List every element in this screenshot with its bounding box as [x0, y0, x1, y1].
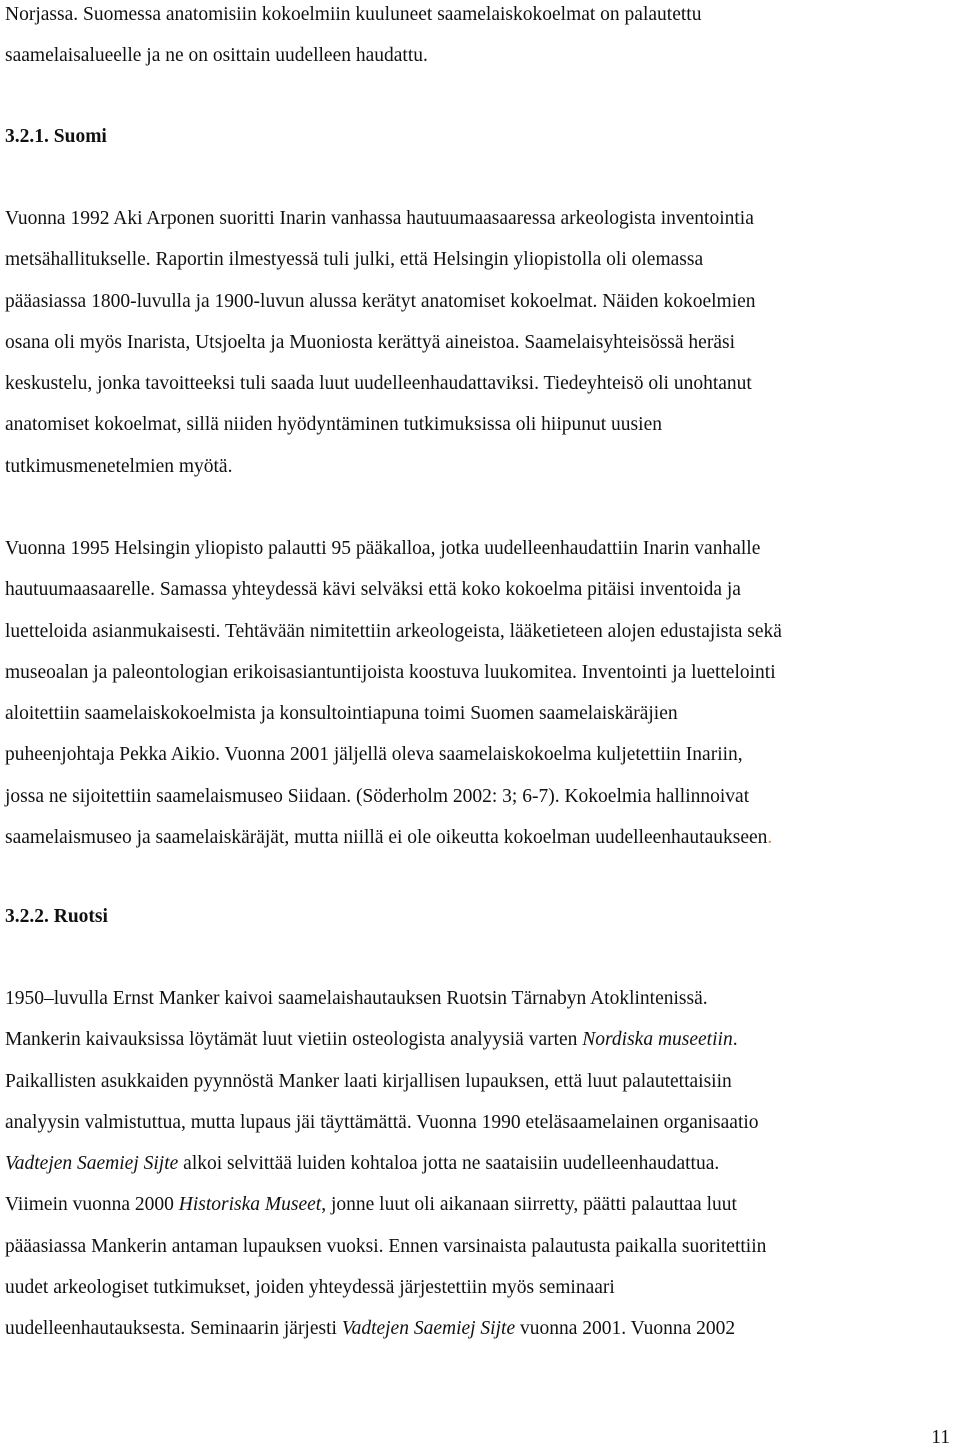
section-heading-suomi: [5, 124, 953, 165]
text-line: museoalan ja paleontologian erikoisasiantuntijoista koostuva luukomitea. Inventointi ja luettelointi: [5, 661, 776, 683]
paragraph-suomi-2: [5, 536, 953, 866]
text-line: Paikallisten asukkaiden pyynnöstä Manker laati kirjallisen lupauksen, että luut palautettaisiin: [5, 1070, 732, 1092]
intro-paragraph: [5, 2, 953, 85]
text-line: luetteloida asianmukaisesti. Tehtävään nimitettiin arkeologeista, lääketieteen alojen edustajista sekä: [5, 620, 782, 642]
text-line: [5, 1027, 953, 1068]
text-line: osana oli myös Inarista, Utsjoelta ja Muoniosta kerättyä aineistoa. Saamelaisyhteisössä heräsi: [5, 331, 735, 353]
text-line: uudet arkeologiset tutkimukset, joiden yhteydessä järjestettiin myös seminaari: [5, 1277, 615, 1299]
italic-title: Vadtejen Saemiej Sijte: [341, 1318, 516, 1340]
text-segment: uudelleenhautauksesta. Seminaarin järjesti: [5, 1318, 342, 1340]
text-segment: Mankerin kaivauksissa löytämät luut vietiin osteologista analyysiä varten: [5, 1029, 583, 1051]
text-segment: saamelaismuseo ja saamelaiskäräjät, mutta niillä ei ole oikeutta kokoelman uudelleenhautaukseen: [5, 827, 768, 849]
text-line: jossa ne sijoitettiin saamelaismuseo Siidaan. (Söderholm 2002: 3; 6-7). Kokoelmia hallinnoivat: [5, 785, 750, 807]
text-line: pääasiassa Mankerin antaman lupauksen vuoksi. Ennen varsinaista palautusta paikalla suoritettiin: [5, 1235, 767, 1257]
text-line: saamelaisalueelle ja ne on osittain uudelleen haudattu.: [5, 45, 428, 67]
text-line: tutkimusmenetelmien myötä.: [5, 455, 233, 477]
heading-text: 3.2.2. Ruotsi: [5, 906, 108, 927]
text-line: pääasiassa 1800-luvulla ja 1900-luvun alussa kerätyt anatomiset kokoelmat. Näiden kokoelmien: [5, 290, 756, 312]
text-line: analyysin valmistuttua, mutta lupaus jäi täyttämättä. Vuonna 1990 eteläsaamelainen organisaatio: [5, 1111, 759, 1133]
text-line: metsähallitukselle. Raportin ilmestyessä tuli julki, että Helsingin yliopistolla oli olemassa: [5, 249, 704, 271]
paragraph-suomi-1: [5, 206, 953, 495]
text-line: 1950–luvulla Ernst Manker kaivoi saamelaishautauksen Ruotsin Tärnabyn Atoklintenissä.: [5, 988, 708, 1009]
heading-text: 3.2.1. Suomi: [5, 126, 107, 147]
text-segment: , jonne luut oli aikanaan siirretty, päätti palauttaa luut: [321, 1194, 737, 1216]
text-line: [5, 1151, 953, 1192]
text-line: anatomiset kokoelmat, sillä niiden hyödyntäminen tutkimuksissa oli hiipunut uusien: [5, 414, 662, 436]
paragraph-ruotsi: [5, 986, 953, 1358]
text-line: [5, 825, 953, 866]
text-line: [5, 1192, 953, 1233]
italic-title: Historiska Museet: [178, 1194, 322, 1216]
text-segment: Viimein vuonna 2000: [5, 1194, 179, 1216]
text-segment: .: [732, 1029, 738, 1051]
text-line: keskustelu, jonka tavoitteeksi tuli saada luut uudelleenhaudattaviksi. Tiedeyhteisö oli unohtanut: [5, 373, 752, 395]
highlighted-period: .: [767, 827, 773, 849]
text-line: Norjassa. Suomessa anatomisiin kokoelmiin kuuluneet saamelaiskokoelmat on palautettu: [5, 4, 702, 25]
text-line: Vuonna 1992 Aki Arponen suoritti Inarin vanhassa hautuumaasaaressa arkeologista inventointia: [5, 208, 754, 229]
text-segment: vuonna 2001. Vuonna 2002: [515, 1318, 736, 1340]
italic-title: Vadtejen Saemiej Sijte: [5, 1153, 179, 1175]
text-line: hautuumaasaarelle. Samassa yhteydessä kävi selväksi että koko kokoelma pitäisi inventoida ja: [5, 579, 741, 601]
page-number: 11: [931, 1427, 950, 1448]
section-heading-ruotsi: [5, 904, 953, 945]
text-line: [5, 1316, 953, 1357]
text-line: aloitettiin saamelaiskokoelmista ja konsultointiapuna toimi Suomen saamelaiskäräjien: [5, 703, 678, 725]
text-segment: alkoi selvittää luiden kohtaloa jotta ne saataisiin uudelleenhaudattua.: [178, 1153, 720, 1175]
text-line: Vuonna 1995 Helsingin yliopisto palautti 95 pääkalloa, jotka uudelleenhaudattiin Inarin vanhalle: [5, 538, 761, 559]
text-line: puheenjohtaja Pekka Aikio. Vuonna 2001 jäljellä oleva saamelaiskokoelma kuljetettiin Inariin,: [5, 744, 743, 766]
italic-title: Nordiska museetiin: [582, 1029, 733, 1051]
